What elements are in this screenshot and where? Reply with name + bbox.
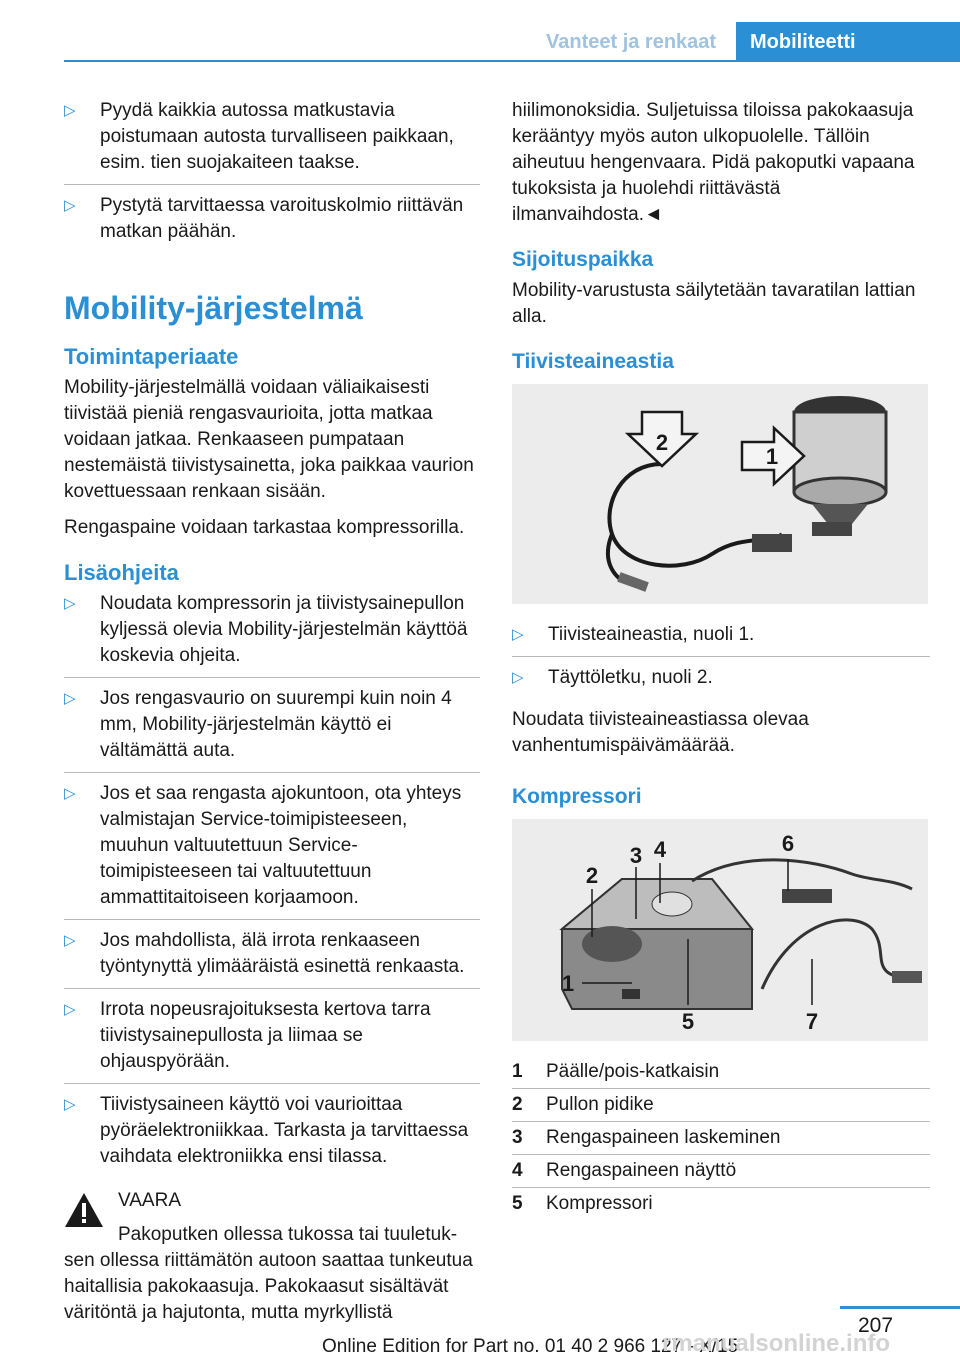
item-label: Päälle/pois-katkaisin — [546, 1061, 720, 1082]
item-number: 2 — [512, 1094, 523, 1115]
figure-label: 2 — [655, 430, 669, 455]
item-label: Rengaspaineen näyttö — [546, 1160, 737, 1181]
principle-heading: Toimintaperiaate — [64, 344, 239, 369]
list-item — [64, 591, 480, 678]
triangle-bullet-icon: ▷ — [512, 669, 524, 686]
warning-text-first-line: Pakoputken ollessa tukossa tai tuuletuk- — [118, 1224, 458, 1245]
location-text: Mobility-varustusta säilytetään tavaratilan lattian alla. — [512, 280, 916, 327]
figure-label: 4 — [653, 837, 667, 862]
section-title: Mobility-järjestelmä — [64, 290, 363, 326]
page-number: 207 — [858, 1314, 894, 1337]
triangle-bullet-icon: ▷ — [64, 1096, 76, 1113]
list-item — [64, 686, 480, 773]
figure-label: 7 — [805, 1009, 819, 1034]
list-item-text: Irrota nopeusrajoituksesta kertova tarra tiivistysainepullosta ja liimaa se ohjauspyörään. — [100, 999, 431, 1072]
list-item — [64, 98, 480, 185]
location-heading: Sijoituspaikka — [512, 248, 654, 271]
figure-label: 3 — [629, 843, 643, 868]
list-item — [512, 1125, 930, 1155]
list-item-text: Pyydä kaikkia autossa matkustavia poistumaan autosta turvalliseen paikkaan, esim. tien suojakaiteen taakse. — [100, 100, 454, 173]
figure-label: 2 — [585, 863, 599, 888]
list-item — [512, 1092, 930, 1122]
watermark: rmanualsonline.info — [662, 1330, 891, 1357]
list-item — [512, 1191, 930, 1220]
list-item-text: Jos mahdollista, älä irrota renkaaseen työntynyttä ylimääräistä esinettä renkaasta. — [100, 930, 465, 977]
list-item — [64, 1092, 480, 1178]
header-rule — [64, 60, 960, 62]
list-item-text: Jos rengasvaurio on suurempi kuin noin 4 mm, Mobility-järjestelmän käyttö ei vältämättä auta. — [100, 688, 452, 761]
sealant-container-figure — [512, 384, 928, 604]
list-item-text: Tiivisteaineastia, nuoli 1. — [548, 624, 755, 645]
triangle-bullet-icon: ▷ — [64, 932, 76, 949]
container-heading: Tiivisteaineastia — [512, 350, 674, 373]
compressor-parts-list — [512, 1059, 930, 1220]
list-item-text: Tiivistysaineen käyttö voi vaurioittaa pyöräelektroniikkaa. Tarkasta ja tarvittaessa vaihdata elektroniikka ensi tilassa. — [100, 1094, 469, 1167]
triangle-bullet-icon: ▷ — [64, 197, 76, 214]
item-number: 3 — [512, 1127, 523, 1148]
list-item-text: Noudata kompressorin ja tiivistysainepullon kyljessä olevia Mobility-järjestelmän käyttöä koskevia ohjeita. — [100, 593, 468, 666]
item-label: Pullon pidike — [546, 1094, 654, 1115]
container-note: Noudata tiivisteaineastiassa olevaa vanhentumispäivämäärää. — [512, 709, 809, 756]
list-item-text: Jos et saa rengasta ajokuntoon, ota yhteys valmistajan Service-toimipisteeseen, muuhun valtuutettuun Service-toimipisteeseen tai valtuutettuun ammattitaitoiseen korjaamoon. — [100, 783, 462, 908]
compressor-figure — [512, 819, 928, 1041]
triangle-bullet-icon: ▷ — [64, 690, 76, 707]
item-number: 4 — [512, 1160, 523, 1181]
triangle-bullet-icon: ▷ — [512, 626, 524, 643]
figure-label: 1 — [765, 444, 779, 469]
principle-paragraph: Mobility-järjestelmällä voidaan väliaikaisesti tiivistää pieniä rengasvaurioita, jotta matkaa voidaan jatkaa. Renkaaseen pumpataan nestemäistä tiivistysainetta, joka paikkaa vaurion kovettuessaan renkaan sisään. — [64, 377, 474, 502]
edition-text: Online Edition for Part no. 01 40 2 966 127 - X/15 — [322, 1336, 739, 1357]
item-label: Rengaspaineen laskeminen — [546, 1127, 781, 1148]
warning-block — [64, 1188, 480, 1326]
list-item — [64, 781, 480, 920]
section-tab-current: Mobiliteetti — [736, 22, 960, 62]
triangle-bullet-icon: ▷ — [64, 1001, 76, 1018]
list-item — [64, 928, 480, 989]
list-item — [512, 622, 930, 657]
left-column — [64, 98, 480, 1326]
list-item — [64, 997, 480, 1084]
warning-title: VAARA — [118, 1190, 182, 1211]
warning-text-rest: sen ollessa riittämätön autoon saattaa tunkeutua haitallisia pakokaasuja. Pakokaasut sisältävät väritöntä ja hajutonta, mutta myrkyllistä — [64, 1250, 473, 1323]
triangle-bullet-icon: ▷ — [64, 102, 76, 119]
list-item-text: Täyttöletku, nuoli 2. — [548, 667, 713, 688]
compressor-illustration — [512, 819, 928, 1041]
figure-label: 5 — [681, 1009, 695, 1034]
warning-icon — [64, 1192, 104, 1228]
compressor-heading: Kompressori — [512, 785, 642, 808]
right-column — [512, 98, 930, 1223]
list-item-text: Pystytä tarvittaessa varoituskolmio riittävän matkan päähän. — [100, 195, 464, 242]
item-label: Kompressori — [546, 1193, 653, 1214]
list-item — [512, 1059, 930, 1089]
warning-continuation: hiilimonoksidia. Suljetuissa tiloissa pakokaasuja kerääntyy myös auton ulkopuolelle. Tällöin aiheutuu hengenvaara. Pidä pakoputki vapaana tukoksista ja huolehdi riittävästä ilmanvaihdosta.◄ — [512, 100, 915, 225]
figure-label: 6 — [781, 831, 795, 856]
principle-paragraph-2: Rengaspaine voidaan tarkastaa kompressorilla. — [64, 517, 465, 538]
list-item — [64, 193, 480, 253]
triangle-bullet-icon: ▷ — [64, 595, 76, 612]
section-tab-prev: Vanteet ja renkaat — [546, 31, 717, 53]
sealant-container-illustration — [512, 384, 928, 604]
warning-text — [64, 1222, 480, 1326]
item-number: 5 — [512, 1193, 523, 1214]
list-item — [512, 665, 930, 699]
notes-heading: Lisäohjeita — [64, 560, 179, 585]
figure-label: 1 — [561, 971, 575, 996]
footer-rule — [840, 1306, 960, 1309]
triangle-bullet-icon: ▷ — [64, 785, 76, 802]
list-item — [512, 1158, 930, 1188]
item-number: 1 — [512, 1061, 523, 1082]
